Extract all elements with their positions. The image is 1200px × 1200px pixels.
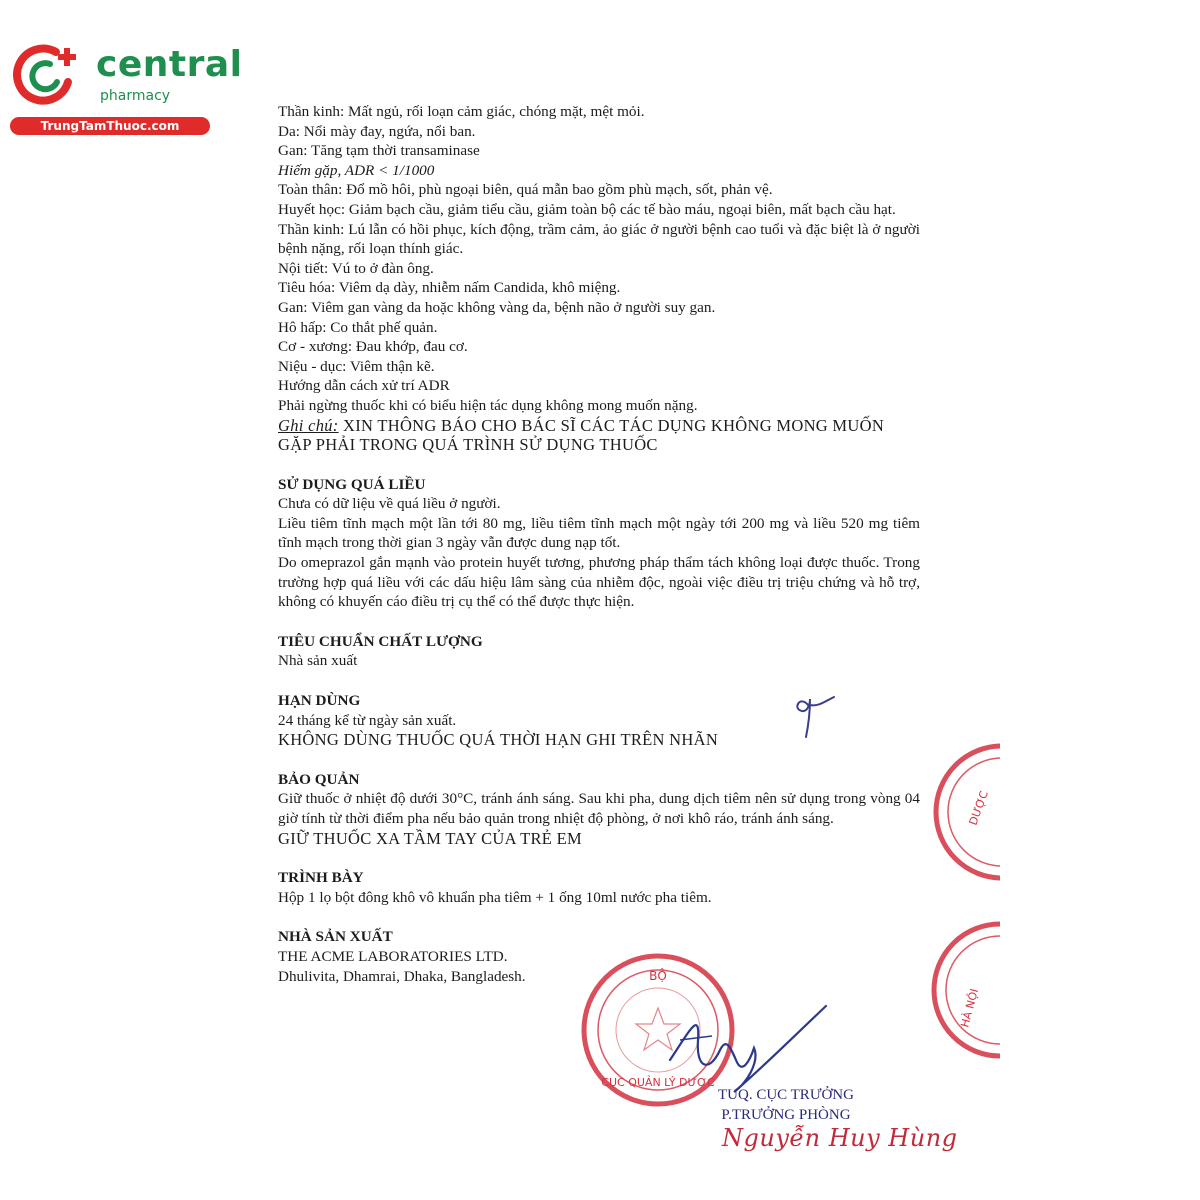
overdose-p3: Do omeprazol gắn mạnh vào protein huyết tương, phương pháp thẩm tách không loại được thuốc. Trong trường hợp quá liều với các dấu hiệu lâm sàng của nhiễm độc, ngoài việc điều trị triệu chứng và hỗ trợ, không có khuyến cáo điều trị cụ thể có thể được thực hiện. bbox=[278, 554, 920, 611]
expiry-heading: HẠN DÙNG bbox=[278, 692, 361, 710]
adr-liver-common: Gan: Tăng tạm thời transaminase bbox=[278, 142, 480, 160]
seal-bottom-text: CỤC QUẢN LÝ DƯỢC bbox=[601, 1076, 715, 1089]
adr-stop: Phải ngừng thuốc khi có biểu hiện tác dụng không mong muốn nặng. bbox=[278, 396, 698, 414]
presentation-heading: TRÌNH BÀY bbox=[278, 869, 364, 887]
overdose-heading: SỬ DỤNG QUÁ LIỀU bbox=[278, 475, 426, 493]
manufacturer-heading: NHÀ SẢN XUẤT bbox=[278, 928, 393, 946]
adr-digestive: Tiêu hóa: Viêm dạ dày, nhiễm nấm Candida, khô miệng. bbox=[278, 279, 621, 297]
stamp-top-text: DƯỢC bbox=[966, 789, 992, 828]
storage-warning: GIỮ THUỐC XA TẦM TAY CỦA TRẺ EM bbox=[278, 828, 582, 848]
adr-musculoskeletal: Cơ - xương: Đau khớp, đau cơ. bbox=[278, 338, 468, 356]
quality-text: Nhà sản xuất bbox=[278, 652, 358, 670]
presentation-text: Hộp 1 lọ bột đông khô vô khuẩn pha tiêm + 1 ống 10ml nước pha tiêm. bbox=[278, 888, 712, 906]
adr-note-text: XIN THÔNG BÁO CHO BÁC SĨ CÁC TÁC DỤNG KHÔNG MONG MUỐN GẶP PHẢI TRONG QUÁ TRÌNH SỬ DỤNG THUỐC bbox=[278, 415, 885, 455]
manufacturer-address: Dhulivita, Dhamrai, Dhaka, Bangladesh. bbox=[278, 967, 526, 985]
adr-general: Toàn thân: Đổ mồ hôi, phù ngoại biên, quá mẫn bao gồm phù mạch, sốt, phản vệ. bbox=[278, 181, 773, 199]
overdose-p1: Chưa có dữ liệu về quá liều ở người. bbox=[278, 495, 501, 513]
adr-endocrine: Nội tiết: Vú to ở đàn ông. bbox=[278, 259, 434, 277]
adr-blood: Huyết học: Giảm bạch cầu, giảm tiểu cầu, giảm toàn bộ các tế bào máu, ngoại biên, mất bạch cầu hạt. bbox=[278, 200, 896, 218]
expiry-line1: 24 tháng kể từ ngày sản xuất. bbox=[278, 711, 457, 729]
quality-heading: TIÊU CHUẨN CHẤT LƯỢNG bbox=[278, 632, 483, 650]
adr-urogenital: Niệu - dục: Viêm thận kẽ. bbox=[278, 357, 435, 375]
expiry-line2: KHÔNG DÙNG THUỐC QUÁ THỜI HẠN GHI TRÊN NHÃN bbox=[278, 730, 719, 750]
adr-note bbox=[278, 416, 920, 455]
document-body bbox=[278, 102, 920, 986]
brand-url: TrungTamThuoc.com bbox=[10, 117, 210, 135]
brand-logo bbox=[10, 36, 243, 136]
manufacturer-name: THE ACME LABORATORIES LTD. bbox=[278, 947, 508, 965]
partial-stamp-top-icon bbox=[930, 740, 1000, 885]
signature-title-1: TUQ. CỤC TRƯỞNG bbox=[718, 1087, 854, 1103]
stamp-bottom-text: HÀ NỘI bbox=[958, 987, 982, 1029]
adr-liver-rare: Gan: Viêm gan vàng da hoặc không vàng da, bệnh não ở người suy gan. bbox=[278, 298, 716, 316]
adr-respiratory: Hô hấp: Co thắt phế quản. bbox=[278, 318, 438, 336]
adr-guide: Hướng dẫn cách xử trí ADR bbox=[278, 377, 450, 395]
initial-signature-icon bbox=[790, 685, 850, 745]
partial-stamp-bottom-icon bbox=[928, 918, 1000, 1063]
adr-nerve-rare: Thần kinh: Lú lẫn có hồi phục, kích động, trầm cảm, ảo giác ở người bệnh cao tuổi và đặc biệt là ở người bệnh nặng, rối loạn thính giác. bbox=[278, 220, 920, 258]
adr-skin: Da: Nổi mày đay, ngứa, nổi ban. bbox=[278, 122, 476, 140]
signatory-name: Nguyễn Huy Hùng bbox=[722, 1124, 958, 1152]
brand-name: central bbox=[96, 44, 243, 85]
overdose-p2: Liều tiêm tĩnh mạch một lần tới 80 mg, liều tiêm tĩnh mạch một ngày tới 200 mg và liều 520 mg tiêm tĩnh mạch trong thời gian 3 ngày vẫn được dung nạp tốt. bbox=[278, 514, 920, 552]
storage-heading: BẢO QUẢN bbox=[278, 770, 360, 788]
adr-note-label: Ghi chú: bbox=[278, 415, 339, 435]
signature-title-block bbox=[718, 1085, 854, 1125]
adr-nerve-common: Thần kinh: Mất ngủ, rối loạn cảm giác, chóng mặt, mệt mỏi. bbox=[278, 103, 645, 120]
pharmacy-logo-icon bbox=[10, 38, 82, 110]
seal-top-text: BỘ bbox=[649, 969, 667, 983]
signature-title-2: P.TRƯỞNG PHÒNG bbox=[721, 1107, 851, 1123]
brand-subtitle: pharmacy bbox=[100, 88, 171, 104]
storage-text: Giữ thuốc ở nhiệt độ dưới 30°C, tránh ánh sáng. Sau khi pha, dung dịch tiêm nên sử dụng trong vòng 04 giờ tính từ thời điểm pha nếu bảo quản trong nhiệt độ phòng, ở nơi khô ráo, tránh ánh sáng. bbox=[278, 790, 920, 827]
adr-rare-heading: Hiếm gặp, ADR < 1/1000 bbox=[278, 161, 435, 179]
